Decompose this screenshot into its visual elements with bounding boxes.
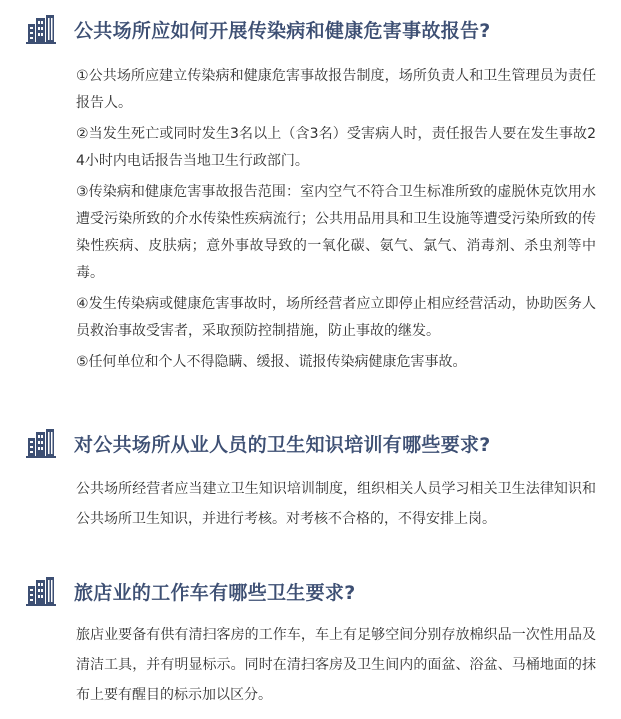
building-icon [26,14,56,44]
section-body [76,63,596,380]
section-header [0,426,621,466]
section-title: 对公共场所从业人员的卫生知识培训有哪些要求? [74,434,491,456]
section-body [76,620,596,710]
paragraph: 公共场所经营者应当建立卫生知识培训制度，组织相关人员学习相关卫生法律知识和公共场所卫生知识，并进行考核。对考核不合格的，不得安排上岗。 [76,481,596,527]
paragraph: 旅店业要备有供有清扫客房的工作车，车上有足够空间分别存放棉织品一次性用品及清洁工具，并有明显标示。同时在清扫客房及卫生间内的面盆、浴盆、马桶地面的抹布上要有醒目的标示加以区分。 [76,627,596,703]
section-body [76,474,596,534]
section-header [0,12,621,52]
section-header [0,574,621,614]
section-title: 公共场所应如何开展传染病和健康危害事故报告? [74,20,491,42]
list-item: ③传染病和健康危害事故报告范围：室内空气不符合卫生标准所致的虚脱休克饮用水遭受污染所致的介水传染性疾病流行；公共用品用具和卫生设施等遭受污染所致的传染性疾病、皮肤病；意外事故导致的一氧化碳、氨气、氯气、消毒剂、杀虫剂等中毒。 [76,184,596,281]
building-icon [26,576,56,606]
list-item: ①公共场所应建立传染病和健康危害事故报告制度，场所负责人和卫生管理员为责任报告人。 [76,68,596,111]
list-item: ④发生传染病或健康危害事故时，场所经营者应立即停止相应经营活动，协助医务人员救治事故受害者，采取预防控制措施，防止事故的继发。 [76,296,596,339]
list-item: ⑤任何单位和个人不得隐瞒、缓报、谎报传染病健康危害事故。 [76,354,467,370]
building-icon [26,428,56,458]
section-title: 旅店业的工作车有哪些卫生要求? [74,582,356,604]
list-item: ②当发生死亡或同时发生3名以上（含3名）受害病人时，责任报告人要在发生事故24小时内电话报告当地卫生行政部门。 [76,126,596,169]
